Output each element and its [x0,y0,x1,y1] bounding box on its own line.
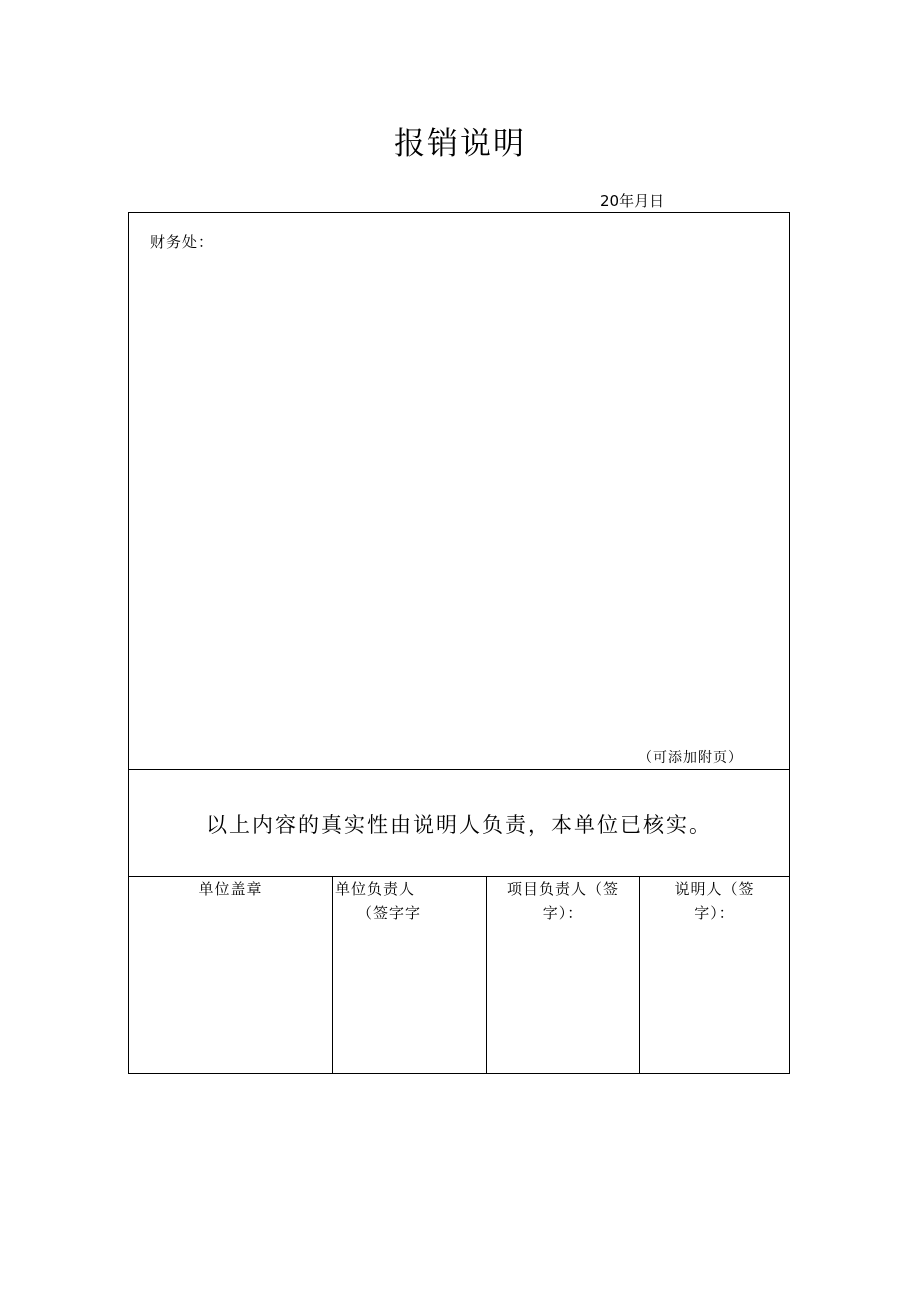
declaration-text: 以上内容的真实性由说明人负责，本单位已核实。 [206,813,712,837]
unit-head-label: 单位负责人 [335,880,416,898]
addressee-label: 财务处： [150,233,215,251]
declarant-label: 说明人（签字）： [674,880,755,922]
date-line: 20年月日 [600,192,665,210]
declaration-section [129,770,789,877]
attachment-note: （可添加附页） [638,750,743,766]
page-title: 报销说明 [394,126,526,162]
declarant-cell[interactable] [640,877,789,1073]
signature-row [129,877,789,1073]
unit-head-sign-label: （签字字 [357,904,422,922]
unit-head-cell[interactable] [333,877,487,1073]
unit-seal-cell[interactable] [129,877,333,1073]
project-head-cell[interactable] [487,877,640,1073]
unit-seal-label: 单位盖章 [198,880,263,898]
project-head-label: 项目负责人（签字）： [506,880,619,922]
explanation-area[interactable] [129,213,789,770]
form-frame [128,212,790,1074]
